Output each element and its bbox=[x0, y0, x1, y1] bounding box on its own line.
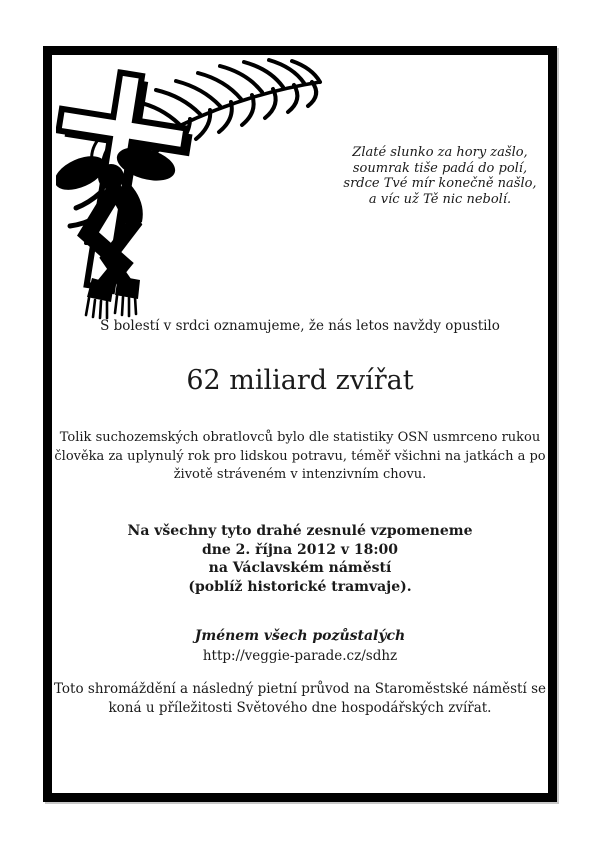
footer-line: Toto shromáždění a následný pietní průvod na Staroměstské náměstí se bbox=[53, 681, 547, 697]
description-line: životě stráveném v intenzivním chovu. bbox=[173, 467, 427, 482]
announcement-intro bbox=[52, 316, 548, 336]
description-line: Tolik suchozemských obratlovců bylo dle statistiky OSN usmrceno rukou bbox=[59, 430, 541, 445]
poem-line: a víc už Tě nic nebolí. bbox=[368, 191, 512, 207]
description-line: člověka za uplynulý rok pro lidskou potravu, téměř všichni na jatkách a po bbox=[54, 448, 546, 464]
poem-line: Zlaté slunko za hory zašlo, bbox=[352, 145, 528, 160]
cross-palm-ribbon-icon bbox=[56, 56, 328, 324]
footer-line: koná u příležitosti Světového dne hospodářských zvířat. bbox=[108, 700, 492, 716]
page-title bbox=[52, 364, 548, 398]
deceased-title: 62 miliard zvířat bbox=[186, 365, 414, 396]
description-block bbox=[52, 429, 548, 485]
footer-note-block bbox=[52, 680, 548, 718]
event-details-block bbox=[52, 522, 548, 596]
poem-line: srdce Tvé mír konečně našlo, bbox=[343, 176, 537, 191]
event-line: (poblíž historické tramvaje). bbox=[188, 578, 412, 595]
poem-line: soumrak tiše padá do polí, bbox=[352, 160, 528, 176]
signature-line: Jménem všech pozůstalých bbox=[194, 628, 406, 644]
website-url bbox=[52, 646, 548, 666]
event-line: Na všechny tyto drahé zesnulé vzpomeneme bbox=[127, 523, 473, 539]
event-line: na Václavském náměstí bbox=[208, 560, 392, 576]
event-line: dne 2. října 2012 v 18:00 bbox=[201, 541, 399, 558]
announcement-intro-line: S bolestí v srdci oznamujeme, že nás letos navždy opustilo bbox=[100, 318, 500, 334]
signature-block bbox=[52, 626, 548, 646]
website-url-text: http://veggie-parade.cz/sdhz bbox=[202, 648, 398, 664]
poem-block bbox=[330, 145, 550, 207]
